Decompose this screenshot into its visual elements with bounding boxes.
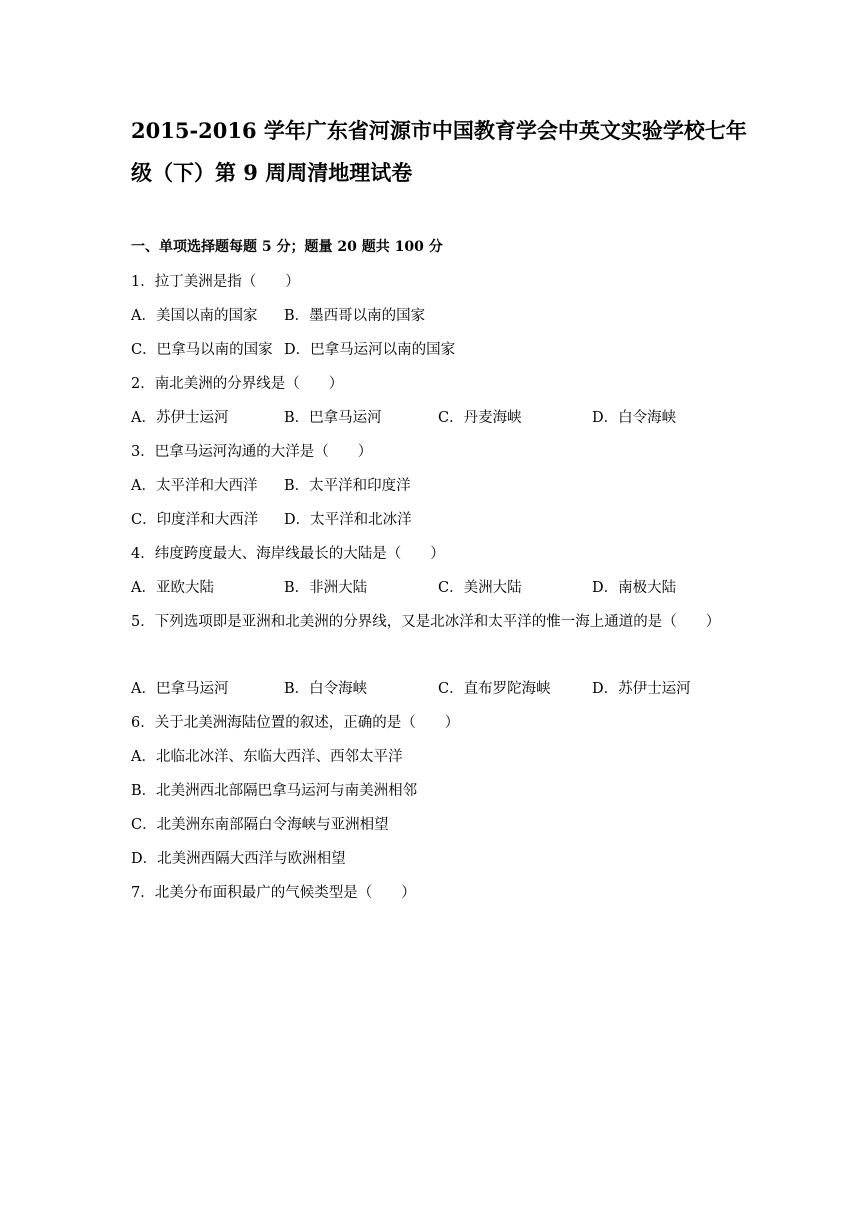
option-2a: A．苏伊士运河 <box>131 410 229 426</box>
option-2c: C．丹麦海峡 <box>438 410 522 426</box>
option-6c: C．北美洲东南部隔白令海峡与亚洲相望 <box>131 817 389 833</box>
option-3c: C．印度洋和大西洋 <box>131 512 259 528</box>
option-5d: D．苏伊士运河 <box>592 681 691 697</box>
question-6-stem: 6．关于北美洲海陆位置的叙述，正确的是（ ） <box>131 715 460 731</box>
exam-title-line-1: 2015-2016 学年广东省河源市中国教育学会中英文实验学校七年 <box>131 118 747 143</box>
option-4c: C．美洲大陆 <box>438 580 522 596</box>
question-3-stem: 3．巴拿马运河沟通的大洋是（ ） <box>131 444 373 460</box>
option-6d: D．北美洲西隔大西洋与欧洲相望 <box>131 851 346 867</box>
option-6a: A．北临北冰洋、东临大西洋、西邻太平洋 <box>131 749 403 765</box>
section-heading: 一、单项选择题每题 5 分；题量 20 题共 100 分 <box>131 239 443 255</box>
option-5b: B．白令海峡 <box>284 681 368 697</box>
option-1a: A．美国以南的国家 <box>131 308 258 324</box>
option-1c: C．巴拿马以南的国家 <box>131 342 273 358</box>
option-3b: B．太平洋和印度洋 <box>284 478 411 494</box>
question-7-stem: 7．北美分布面积最广的气候类型是（ ） <box>131 885 416 901</box>
question-5-stem: 5．下列选项即是亚洲和北美洲的分界线，又是北冰洋和太平洋的惟一海上通道的是（ ） <box>131 614 721 630</box>
option-3a: A．太平洋和大西洋 <box>131 478 258 494</box>
option-5a: A．巴拿马运河 <box>131 681 229 697</box>
option-5c: C．直布罗陀海峡 <box>438 681 551 697</box>
question-1-stem: 1．拉丁美洲是指（ ） <box>131 274 300 290</box>
option-4b: B．非洲大陆 <box>284 580 368 596</box>
exam-title-line-2: 级（下）第 9 周周清地理试卷 <box>131 160 413 185</box>
exam-title <box>131 110 751 194</box>
option-2d: D．白令海峡 <box>592 410 677 426</box>
option-2b: B．巴拿马运河 <box>284 410 382 426</box>
question-2-stem: 2．南北美洲的分界线是（ ） <box>131 376 344 392</box>
option-6b: B．北美洲西北部隔巴拿马运河与南美洲相邻 <box>131 783 418 799</box>
option-1d: D．巴拿马运河以南的国家 <box>284 342 456 358</box>
question-4-stem: 4．纬度跨度最大、海岸线最长的大陆是（ ） <box>131 546 445 562</box>
option-4a: A．亚欧大陆 <box>131 580 214 596</box>
option-3d: D．太平洋和北冰洋 <box>284 512 412 528</box>
option-1b: B．墨西哥以南的国家 <box>284 308 426 324</box>
option-4d: D．南极大陆 <box>592 580 677 596</box>
